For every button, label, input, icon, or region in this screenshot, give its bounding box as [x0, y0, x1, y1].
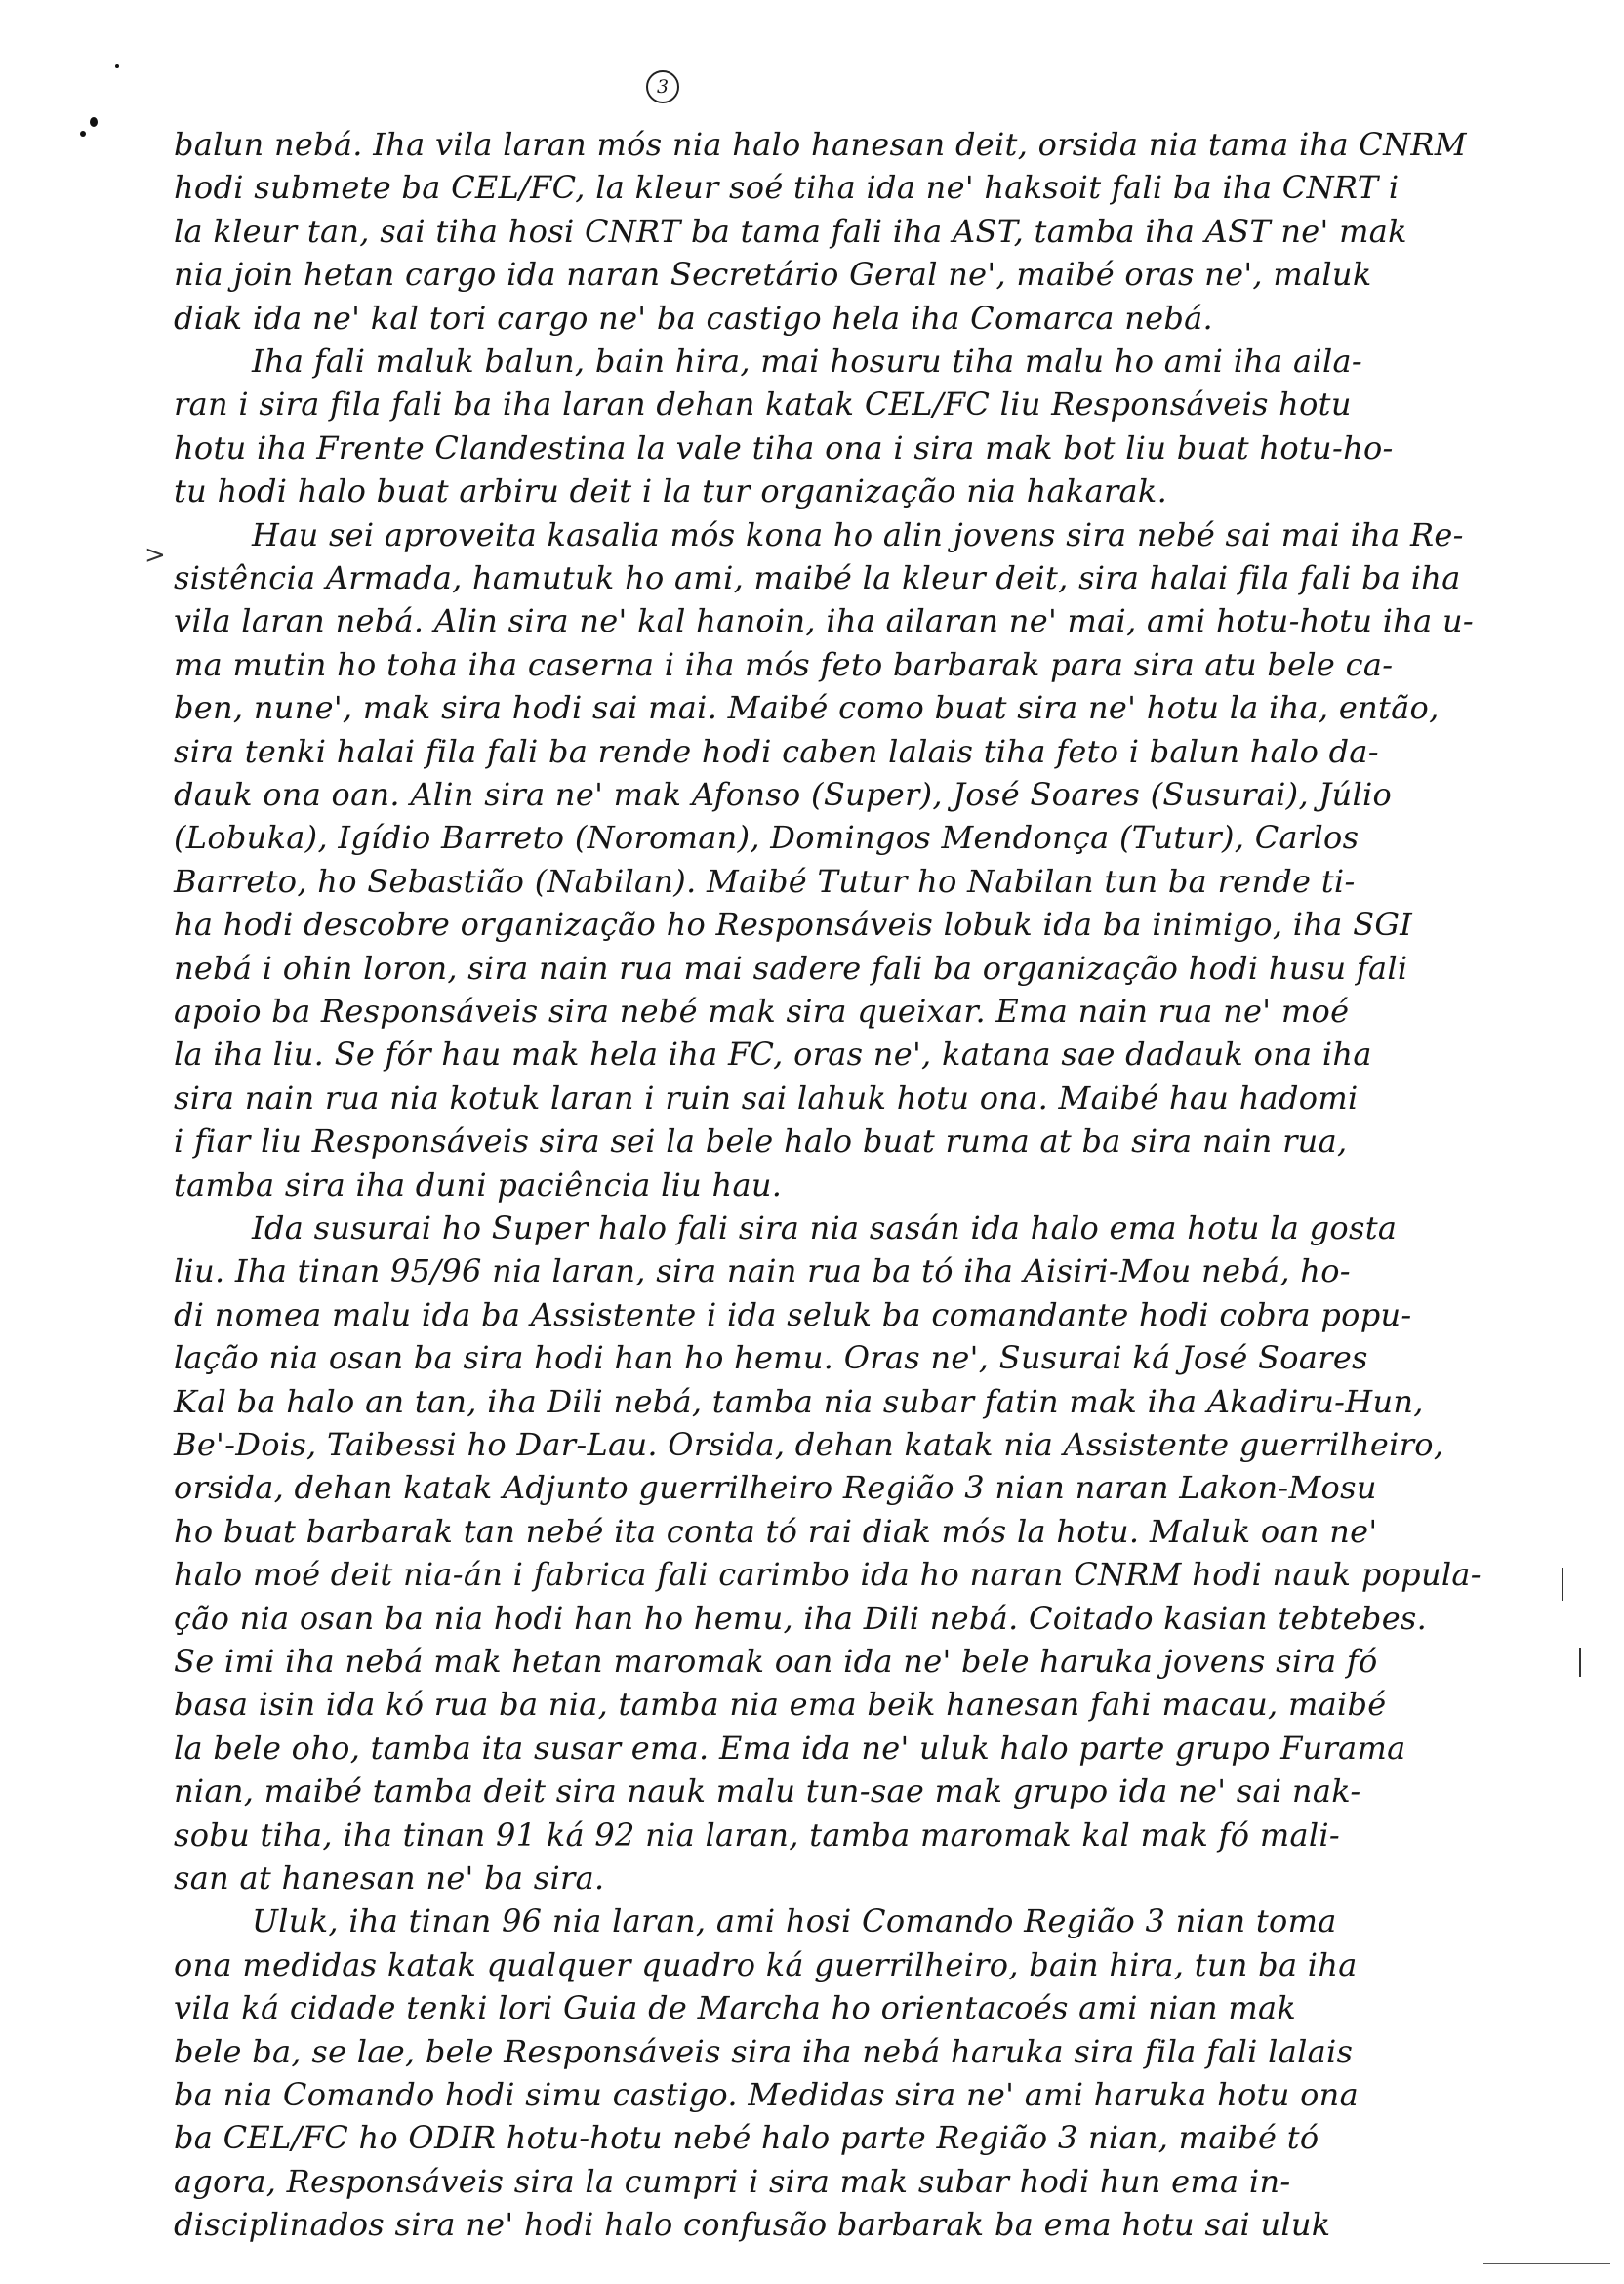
text-line: i fiar liu Responsáveis sira sei la bele halo buat ruma at ba sira nain rua,: [174, 1122, 1348, 1161]
text-line: ba CEL/FC ho ODIR hotu-hotu nebé halo parte Região 3 nian, maibé tó: [174, 2119, 1320, 2157]
text-line: ho buat barbarak tan nebé ita conta tó rai diak mós la hotu. Maluk oan ne': [174, 1512, 1378, 1550]
text-line: orsida, dehan katak Adjunto guerrilheiro Região 3 nian naran Lakon-Mosu: [174, 1469, 1377, 1507]
punch-hole-mark: [90, 117, 98, 127]
text-line: tu hodi halo buat arbiru deit i la tur organização nia hakarak.: [174, 472, 1168, 510]
text-line: nia join hetan cargo ida naran Secretário Geral ne', maibé oras ne', maluk: [174, 256, 1372, 294]
text-line: la iha liu. Se fór hau mak hela iha FC, oras ne', katana sae dadauk ona iha: [174, 1036, 1372, 1074]
text-line: diak ida ne' kal tori cargo ne' ba castigo hela iha Comarca nebá.: [174, 299, 1213, 337]
text-line: nebá i ohin loron, sira nain rua mai sadere fali ba organização hodi husu fali: [174, 949, 1408, 987]
text-line: ma mutin ho toha iha caserna i iha mós feto barbarak para sira atu bele ca-: [174, 645, 1394, 683]
text-line: basa isin ida kó rua ba nia, tamba nia ema beik hanesan fahi macau, maibé: [174, 1686, 1387, 1724]
margin-line-mark: [1562, 1568, 1563, 1601]
margin-marker: >: [144, 541, 166, 570]
page-corner-mark: [1483, 2263, 1610, 2264]
text-line: Kal ba halo an tan, iha Dili nebá, tamba nia subar fatin mak iha Akadiru-Hun,: [174, 1382, 1424, 1420]
text-line: vila ká cidade tenki lori Guia de Marcha ho orientacoés ami nian mak: [174, 1989, 1297, 2027]
margin-line-mark: [1579, 1648, 1581, 1677]
text-line: sobu tiha, iha tinan 91 ká 92 nia laran, tamba maromak kal mak fó mali-: [174, 1815, 1341, 1854]
text-line: (Lobuka), Igídio Barreto (Noroman), Domingos Mendonça (Tutur), Carlos: [174, 819, 1360, 857]
text-line: hotu iha Frente Clandestina la vale tiha ona i sira mak bot liu buat hotu-ho-: [174, 428, 1394, 467]
text-line: Be'-Dois, Taibessi ho Dar-Lau. Orsida, dehan katak nia Assistente guerrilheiro,: [174, 1426, 1444, 1463]
text-line: Iha fali maluk balun, bain hira, mai hosuru tiha malu ho ami iha aila-: [252, 343, 1362, 380]
text-line: halo moé deit nia-án i fabrica fali carimbo ida ho naran CNRM hodi nauk popula-: [174, 1556, 1482, 1594]
text-line: disciplinados sira ne' hodi halo confusão barbarak ba ema hotu sai uluk: [174, 2206, 1331, 2244]
text-line: sistência Armada, hamutuk ho ami, maibé la kleur deit, sira halai fila fali ba iha: [174, 559, 1461, 596]
punch-hole-mark: [80, 131, 86, 137]
text-line: ona medidas katak qualquer quadro ká guerrilheiro, bain hira, tun ba iha: [174, 1945, 1358, 1983]
text-line: sira tenki halai fila fali ba rende hodi caben lalais tiha feto i balun halo da-: [174, 732, 1379, 770]
text-line: ran i sira fila fali ba iha laran dehan katak CEL/FC liu Responsáveis hotu: [174, 386, 1352, 424]
text-line: hodi submete ba CEL/FC, la kleur soé tiha ida ne' haksoit fali ba iha CNRT i: [174, 169, 1400, 207]
text-line: vila laran nebá. Alin sira ne' kal hanoin, iha ailaran ne' mai, ami hotu-hotu iha u-: [174, 602, 1475, 640]
text-line: Uluk, iha tinan 96 nia laran, ami hosi Comando Região 3 nian toma: [252, 1902, 1337, 1940]
text-line: la bele oho, tamba ita susar ema. Ema ida ne' uluk halo parte grupo Furama: [174, 1729, 1406, 1767]
text-line: agora, Responsáveis sira la cumpri i sira mak subar hodi hun ema in-: [174, 2162, 1291, 2200]
punch-hole-mark: [115, 64, 119, 68]
text-line: tamba sira iha duni paciência liu hau.: [174, 1165, 783, 1203]
text-line: san at hanesan ne' ba sira.: [174, 1859, 605, 1897]
text-line: Barreto, ho Sebastião (Nabilan). Maibé Tutur ho Nabilan tun ba rende ti-: [174, 862, 1356, 900]
text-line: Hau sei aproveita kasalia mós kona ho alin jovens sira nebé sai mai iha Re-: [252, 515, 1464, 553]
text-line: dauk ona oan. Alin sira ne' mak Afonso (Super), José Soares (Susurai), Júlio: [174, 776, 1393, 813]
text-line: nian, maibé tamba deit sira nauk malu tun-sae mak grupo ida ne' sai nak-: [174, 1773, 1361, 1811]
text-line: apoio ba Responsáveis sira nebé mak sira queixar. Ema nain rua ne' moé: [174, 993, 1350, 1030]
text-line: Ida susurai ho Super halo fali sira nia sasán ida halo ema hotu la gosta: [252, 1209, 1398, 1246]
text-line: ba nia Comando hodi simu castigo. Medidas sira ne' ami haruka hotu ona: [174, 2076, 1359, 2113]
text-line: la kleur tan, sai tiha hosi CNRT ba tama fali iha AST, tamba iha AST ne' mak: [174, 212, 1407, 250]
text-line: liu. Iha tinan 95/96 nia laran, sira nain rua ba tó iha Aisiri-Mou nebá, ho-: [174, 1252, 1351, 1290]
text-line: lação nia osan ba sira hodi han ho hemu. Oras ne', Susurai ká José Soares: [174, 1339, 1368, 1377]
text-line: ha hodi descobre organização ho Responsáveis lobuk ida ba inimigo, iha SGI: [174, 906, 1413, 944]
text-line: ção nia osan ba nia hodi han ho hemu, iha Dili nebá. Coitado kasian tebtebes.: [174, 1599, 1428, 1637]
text-line: balun nebá. Iha vila laran mós nia halo hanesan deit, orsida nia tama iha CNRM: [174, 126, 1467, 163]
text-line: bele ba, se lae, bele Responsáveis sira iha nebá haruka sira fila fali lalais: [174, 2032, 1354, 2070]
text-line: sira nain rua nia kotuk laran i ruin sai lahuk hotu ona. Maibé hau hadomi: [174, 1079, 1359, 1117]
text-line: ben, nune', mak sira hodi sai mai. Maibé como buat sira ne' hotu la iha, então,: [174, 689, 1440, 727]
text-line: Se imi iha nebá mak hetan maromak oan ida ne' bele haruka jovens sira fó: [174, 1643, 1378, 1680]
text-line: di nomea malu ida ba Assistente i ida seluk ba comandante hodi cobra popu-: [174, 1295, 1412, 1333]
page-number: 3: [646, 70, 679, 103]
